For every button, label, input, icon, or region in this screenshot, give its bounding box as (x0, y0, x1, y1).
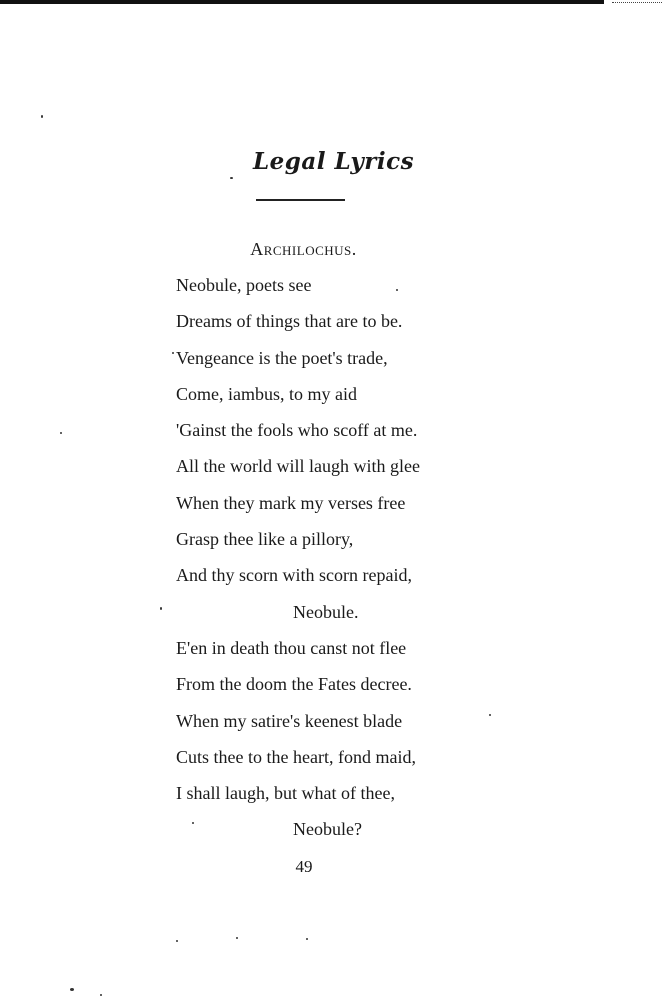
poem-refrain-line: Neobule? (293, 819, 362, 840)
poem-body (176, 272, 496, 853)
print-speck (396, 289, 398, 291)
print-speck (160, 607, 162, 610)
running-head: Legal Lyrics (252, 148, 415, 175)
poem-line: Come, iambus, to my aid (176, 383, 357, 404)
poem-line: All the world will laugh with glee (176, 456, 420, 477)
poem-line: Grasp thee like a pillory, (176, 529, 354, 550)
top-border-dots (612, 2, 662, 3)
print-speck (230, 177, 233, 179)
poem-line: When they mark my verses free (176, 492, 406, 513)
print-speck (41, 115, 43, 118)
poem-line: E'en in death thou canst not flee (176, 637, 407, 658)
print-speck (176, 940, 178, 942)
poem-line: 'Gainst the fools who scoff at me. (176, 420, 418, 441)
print-speck (236, 937, 238, 939)
poem-line: Vengeance is the poet's trade, (176, 347, 388, 368)
poem-title: Archilochus. (250, 239, 357, 259)
poem-line: I shall laugh, but what of thee, (176, 783, 395, 804)
print-speck (70, 988, 74, 991)
poem-line: And thy scorn with scorn repaid, (176, 565, 412, 586)
print-speck (489, 714, 491, 716)
top-border-rule (0, 0, 604, 4)
poem-refrain-line: Neobule. (293, 601, 359, 622)
poem-line: Dreams of things that are to be. (176, 311, 403, 332)
poem-line: Cuts thee to the heart, fond maid, (176, 746, 416, 767)
poem-line: When my satire's keenest blade (176, 710, 403, 731)
running-head-rule (256, 199, 345, 201)
print-speck (172, 352, 174, 354)
print-speck (60, 432, 62, 434)
poem-line: Neobule, poets see (176, 275, 312, 295)
poem-line: From the doom the Fates decree. (176, 674, 412, 695)
page-number: 49 (295, 857, 313, 876)
print-speck (192, 822, 194, 824)
print-speck (306, 938, 308, 940)
print-speck (100, 994, 102, 996)
